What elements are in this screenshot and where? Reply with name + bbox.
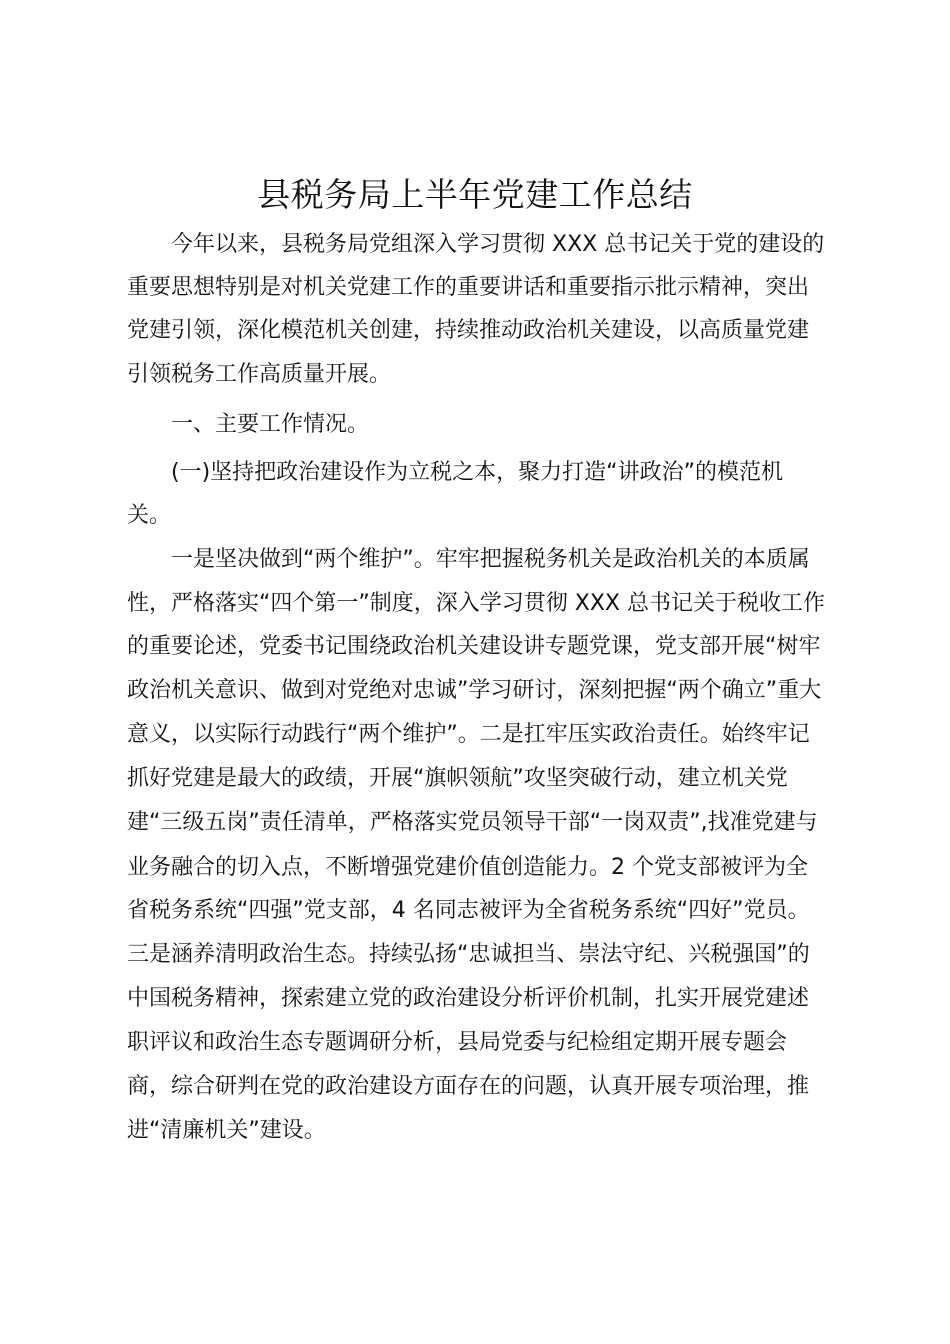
body-line: 三是涵养清明政治生态。持续弘扬“忠诚担当、崇法守纪、兴税强国”的 bbox=[127, 942, 810, 967]
body-line: 职评议和政治生态专题调研分析，县局党委与纪检组定期开展专题会 bbox=[127, 1030, 788, 1055]
body-line: 引领税务工作高质量开展。 bbox=[127, 362, 392, 387]
body-line: 今年以来，县税务局党组深入学习贯彻 XXX 总书记关于党的建设的 bbox=[171, 232, 825, 257]
body-line: 抓好党建是最大的政绩，开展“旗帜领航”攻坚突破行动，建立机关党 bbox=[127, 766, 788, 791]
body-line: 的重要论述，党委书记围绕政治机关建设讲专题党课，党支部开展“树牢 bbox=[127, 634, 821, 659]
body-line: 政治机关意识、做到对党绝对忠诚”学习研讨，深刻把握“两个确立”重大 bbox=[127, 678, 822, 703]
subsection-heading: (一)坚持把政治建设作为立税之本，聚力打造“讲政治”的模范机 bbox=[171, 460, 783, 485]
body-line: 党建引领，深化模范机关创建，持续推动政治机关建设，以高质量党建 bbox=[127, 318, 810, 343]
body-line: 业务融合的切入点，不断增强党建价值创造能力。2 个党支部被评为全 bbox=[127, 855, 808, 880]
body-line: 省税务系统“四强”党支部，4 名同志被评为全省税务系统“四好”党员。 bbox=[127, 898, 810, 923]
body-line: 一是坚决做到“两个维护”。牢牢把握税务机关是政治机关的本质属 bbox=[171, 547, 810, 572]
body-line: 性，严格落实“四个第一”制度，深入学习贯彻 XXX 总书记关于税收工作 bbox=[127, 591, 825, 616]
document-title: 县税务局上半年党建工作总结 bbox=[257, 175, 693, 214]
section-heading: 一、主要工作情况。 bbox=[171, 412, 370, 437]
body-line: 进“清廉机关”建设。 bbox=[127, 1118, 326, 1143]
body-line: 重要思想特别是对机关党建工作的重要讲话和重要指示批示精神，突出 bbox=[127, 275, 810, 300]
body-line: 建“三级五岗”责任清单，严格落实党员领导干部“一岗双责”,找准党建与 bbox=[127, 810, 818, 835]
body-line: 意义，以实际行动践行“两个维护”。二是扛牢压实政治责任。始终牢记 bbox=[127, 722, 810, 747]
subsection-heading-cont: 关。 bbox=[127, 503, 172, 528]
body-line: 商，综合研判在党的政治建设方面存在的问题，认真开展专项治理，推 bbox=[127, 1074, 810, 1099]
body-line: 中国税务精神，探索建立党的政治建设分析评价机制，扎实开展党建述 bbox=[127, 986, 810, 1011]
